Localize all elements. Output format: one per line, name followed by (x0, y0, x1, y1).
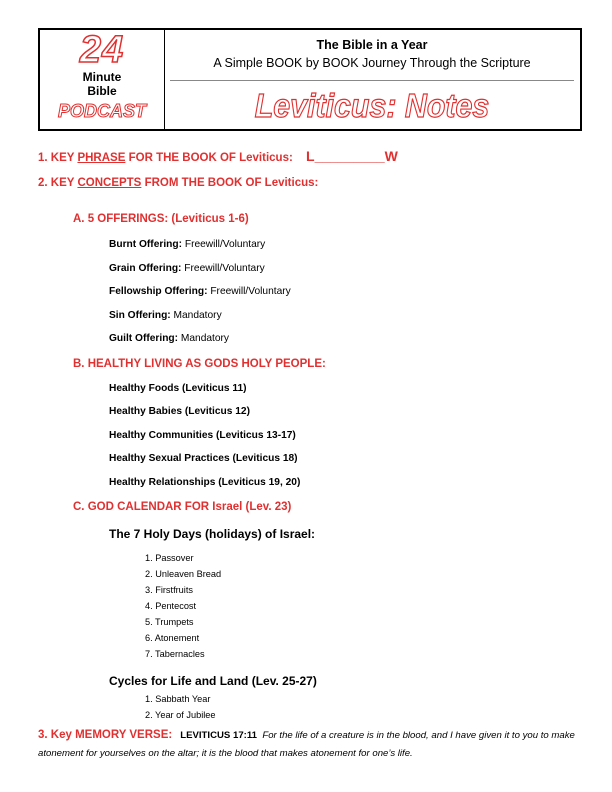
memory-verse-label: 3. Key MEMORY VERSE: (38, 729, 173, 741)
q2-post: FROM THE BOOK OF Leviticus: (144, 177, 319, 189)
page-title: The Bible in a Year (316, 38, 428, 52)
holy-days-title: The 7 Holy Days (holidays) of Israel: (109, 527, 316, 541)
offering-type: Freewill/Voluntary (184, 263, 265, 274)
q2-number: 2. (38, 177, 48, 189)
memory-verse-reference: LEVITICUS 17:11 (180, 730, 257, 741)
holy-day-item: 2. Unleaven Bread (145, 569, 222, 579)
offering-name: Guilt Offering: (109, 333, 179, 344)
offering-item (109, 263, 265, 274)
key-phrase-question (38, 148, 398, 164)
holy-day-item: 3. Firstfruits (145, 585, 193, 595)
memory-verse (38, 726, 588, 763)
offering-name: Grain Offering: (109, 263, 182, 274)
offering-item (109, 333, 229, 344)
section-b-heading: B. HEALTHY LIVING AS GODS HOLY PEOPLE: (73, 358, 326, 370)
header-divider (170, 80, 574, 81)
logo-minute: Minute (82, 70, 122, 84)
healthy-living-item: Healthy Relationships (Leviticus 19, 20) (109, 477, 301, 488)
offering-type: Freewill/Voluntary (210, 286, 291, 297)
offering-name: Burnt Offering: (109, 239, 182, 250)
offering-item (109, 286, 291, 297)
healthy-living-item: Healthy Foods (Leviticus 11) (109, 383, 247, 394)
section-c-heading: C. GOD CALENDAR FOR Israel (Lev. 23) (73, 501, 292, 513)
podcast-logo (40, 30, 165, 129)
offering-type: Freewill/Voluntary (184, 239, 266, 250)
holy-day-item: 1. Passover (145, 553, 194, 563)
holy-day-item: 5. Trumpets (145, 617, 194, 627)
q2-underlined: CONCEPTS (77, 177, 142, 189)
offering-type: Mandatory (173, 310, 222, 321)
cycles-title: Cycles for Life and Land (Lev. 25-27) (109, 674, 317, 688)
header-box (38, 28, 582, 131)
offering-name: Sin Offering: (109, 310, 171, 321)
logo-podcast: PODCAST (57, 101, 146, 121)
logo-number: 24 (79, 29, 125, 71)
healthy-living-item: Healthy Babies (Leviticus 12) (109, 406, 250, 417)
section-a-heading: A. 5 OFFERINGS: (Leviticus 1-6) (73, 213, 249, 225)
healthy-living-item: Healthy Sexual Practices (Leviticus 18) (109, 453, 298, 464)
offering-name: Fellowship Offering: (109, 286, 208, 297)
key-concepts-question (38, 177, 318, 189)
healthy-living-item: Healthy Communities (Leviticus 13-17) (109, 430, 296, 441)
page-subtitle: A Simple BOOK by BOOK Journey Through the Scripture (213, 56, 531, 70)
offering-type: Mandatory (180, 333, 230, 344)
cycle-item: 2. Year of Jubilee (145, 710, 216, 720)
memory-verse-text: For the life of a creature is in the blood, and I have given it to you to make atonement for yourselves on the altar; it is the blood that makes atonement for one’s life. (38, 730, 575, 759)
logo-bible: Bible (87, 84, 117, 98)
cycle-item: 1. Sabbath Year (145, 694, 211, 704)
holy-day-item: 6. Atonement (145, 633, 200, 643)
q1-underlined: PHRASE (77, 152, 126, 164)
holy-day-item: 4. Pentecost (145, 601, 197, 611)
key-phrase-answer-blank: L_________W (306, 148, 398, 164)
holy-day-item: 7. Tabernacles (145, 649, 205, 659)
offering-item (109, 239, 265, 250)
offering-item (109, 310, 222, 321)
q1-number: 1. (38, 152, 48, 164)
notes-title: Leviticus: Notes (254, 87, 490, 124)
q2-pre: KEY (50, 177, 75, 189)
q1-pre: KEY (50, 152, 75, 164)
q1-post: FOR THE BOOK OF Leviticus: (128, 152, 293, 164)
